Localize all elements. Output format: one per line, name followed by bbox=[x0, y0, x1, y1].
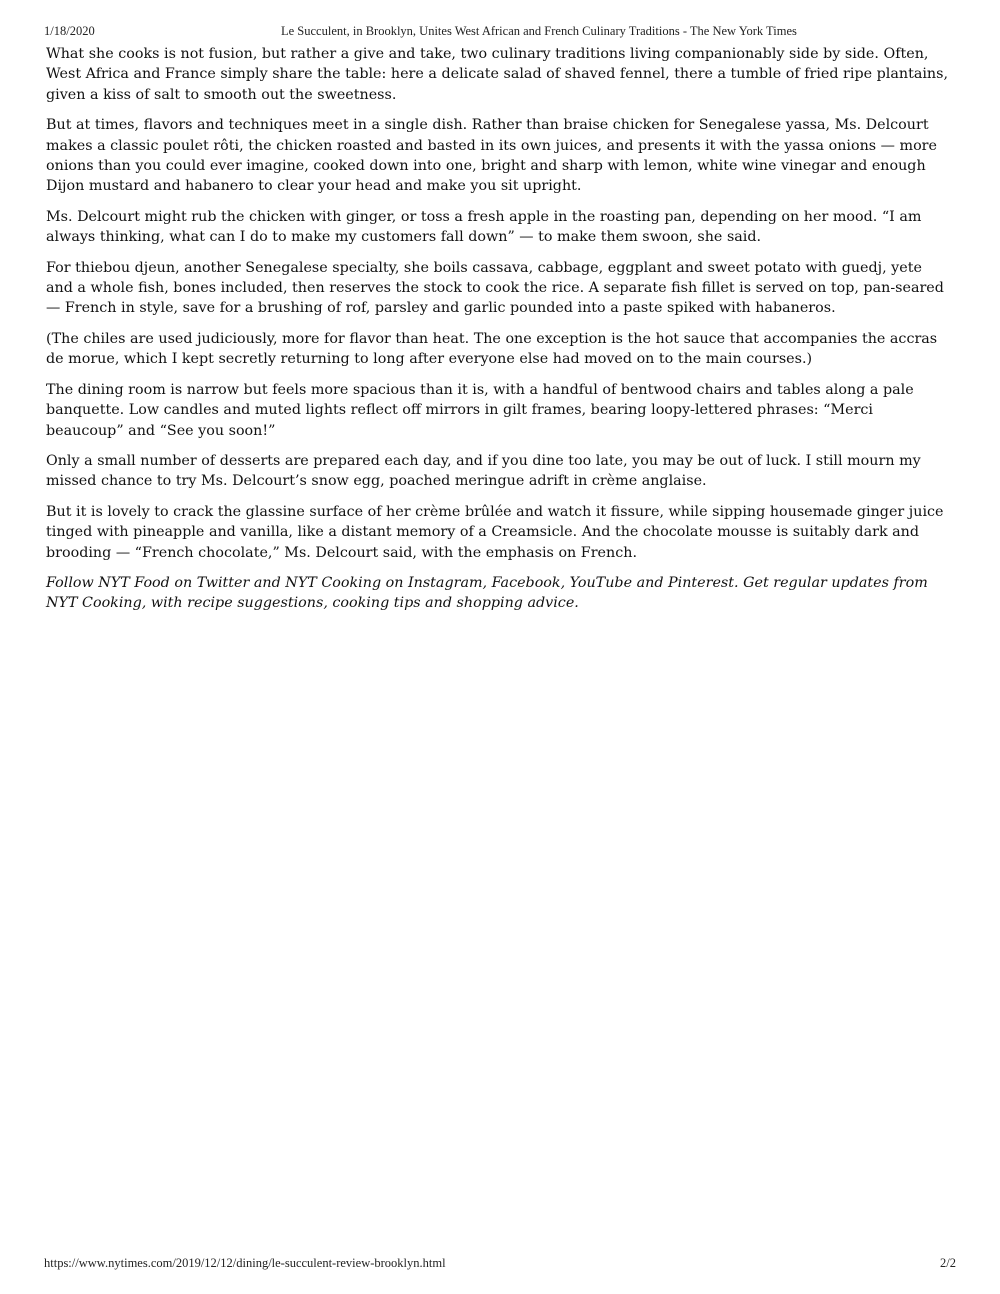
print-header bbox=[44, 24, 956, 40]
print-footer bbox=[44, 1256, 956, 1272]
print-date: 1/18/2020 bbox=[44, 24, 95, 38]
article-paragraph: Ms. Delcourt might rub the chicken with ginger, or toss a fresh apple in the roasting pan, depending on her mood. “I am always thinking, what can I do to make my customers fall down” — to make them swoon, she said. bbox=[46, 208, 922, 246]
article-paragraph: But it is lovely to crack the glassine surface of her crème brûlée and watch it fissure, while sipping housemade ginger juice tinged with pineapple and vanilla, like a distant memory of a Creamsicle. And the chocolate mousse is suitably dark and brooding — “French chocolate,” Ms. Delcourt said, with the emphasis on French. bbox=[46, 503, 944, 561]
article-paragraph: What she cooks is not fusion, but rather a give and take, two culinary traditions living companionably side by side. Often, West Africa and France simply share the table: here a delicate salad of shaved fennel, there a tumble of fried ripe plantains, given a kiss of salt to smooth out the sweetness. bbox=[46, 46, 949, 103]
follow-note: Follow NYT Food on Twitter and NYT Cooking on Instagram, Facebook, YouTube and Pinterest. Get regular updates from NYT Cooking, with recipe suggestions, cooking tips and shopping advice. bbox=[46, 574, 928, 612]
article-body bbox=[46, 44, 950, 624]
article-paragraph: (The chiles are used judiciously, more for flavor than heat. The one exception is the hot sauce that accompanies the accras de morue, which I kept secretly returning to long after everyone else had moved on to the main courses.) bbox=[46, 330, 938, 368]
article-paragraph: Only a small number of desserts are prepared each day, and if you dine too late, you may be out of luck. I still mourn my missed chance to try Ms. Delcourt’s snow egg, poached meringue adrift in crème anglaise. bbox=[46, 452, 921, 490]
page-url[interactable]: https://www.nytimes.com/2019/12/12/dining/le-succulent-review-brooklyn.html bbox=[44, 1256, 446, 1270]
page-title: Le Succulent, in Brooklyn, Unites West African and French Culinary Traditions - The New York Times bbox=[281, 24, 797, 38]
article-paragraph: For thiebou djeun, another Senegalese specialty, she boils cassava, cabbage, eggplant and sweet potato with guedj, yete and a whole fish, bones included, then reserves the stock to cook the rice. A separate fish fillet is served on top, pan-seared — French in style, save for a brushing of rof, parsley and garlic pounded into a paste spiked with habaneros. bbox=[46, 259, 944, 317]
article-paragraph: But at times, flavors and techniques meet in a single dish. Rather than braise chicken for Senegalese yassa, Ms. Delcourt makes a classic poulet rôti, the chicken roasted and basted in its own juices, and presents it with the yassa onions — more onions than you could ever imagine, cooked down into one, bright and sharp with lemon, white wine vinegar and enough Dijon mustard and habanero to clear your head and make you sit upright. bbox=[46, 117, 937, 195]
page-number: 2/2 bbox=[940, 1256, 956, 1270]
article-paragraph: The dining room is narrow but feels more spacious than it is, with a handful of bentwood chairs and tables along a pale banquette. Low candles and muted lights reflect off mirrors in gilt frames, bearing loopy-lettered phrases: “Merci beaucoup” and “See you soon!” bbox=[46, 381, 914, 439]
